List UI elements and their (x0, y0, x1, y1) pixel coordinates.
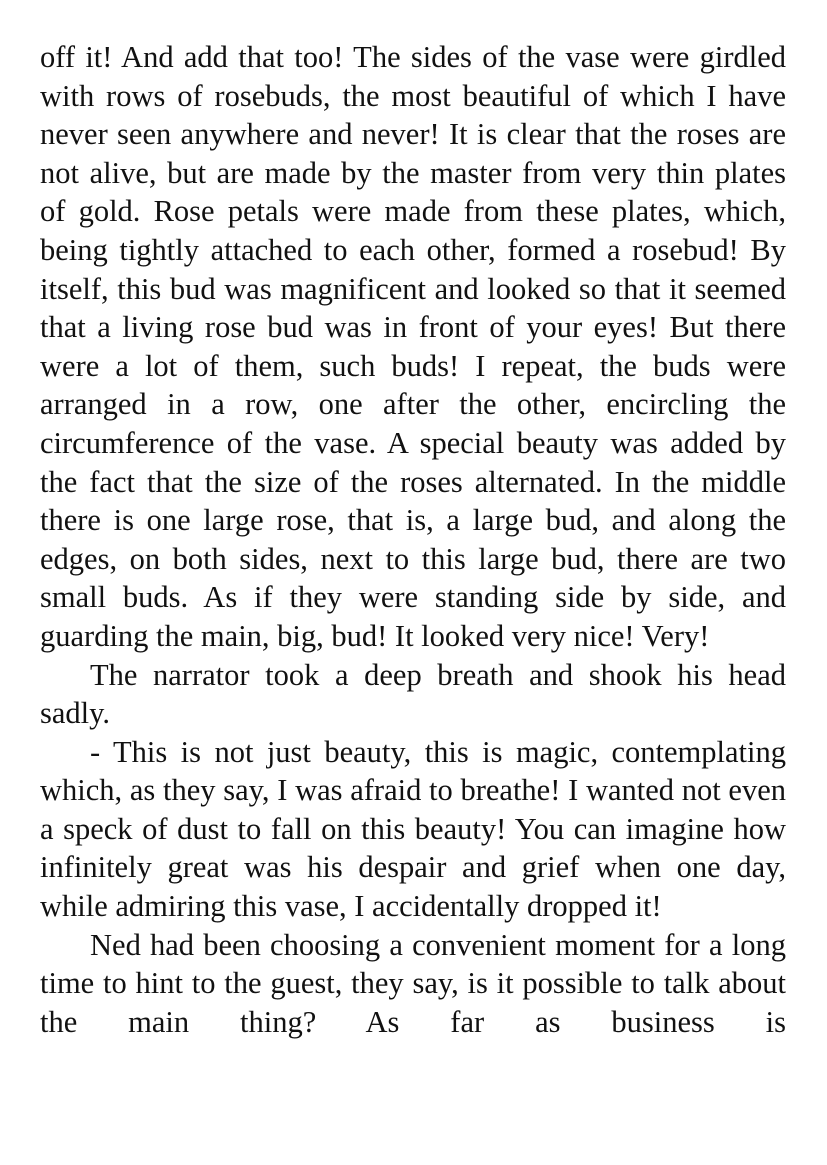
paragraph-narrator-breath: The narrator took a deep breath and shook his head sadly. (40, 657, 786, 731)
paragraph-ned: Ned had been choosing a convenient moment for a long time to hint to the guest, they say, is it possible to talk about the main thing? As far as business is (40, 927, 786, 1039)
paragraph-dialogue-magic: - This is not just beauty, this is magic, contemplating which, as they say, I was afraid to breathe! I wanted not even a speck of dust to fall on this beauty! You can imagine how infinitely great was his despair and grief when one day, while admiring this vase, I accidentally dropped it! (40, 734, 786, 924)
paragraph-continued: off it! And add that too! The sides of the vase were girdled with rows of rosebuds, the most beautiful of which I have never seen anywhere and never! It is clear that the roses are not alive, but are made by the master from very thin plates of gold. Rose petals were made from these plates, which, being tightly attached to each other, formed a rosebud! By itself, this bud was magnificent and looked so that it seemed that a living rose bud was in front of your eyes! But there were a lot of them, such buds! I repeat, the buds were arranged in a row, one after the other, encircling the circumference of the vase. A special beauty was added by the fact that the size of the roses alternated. In the middle there is one large rose, that is, a large bud, and along the edges, on both sides, next to this large bud, there are two small buds. As if they were standing side by side, and guarding the main, big, bud! It looked very nice! Very! (40, 40, 786, 653)
